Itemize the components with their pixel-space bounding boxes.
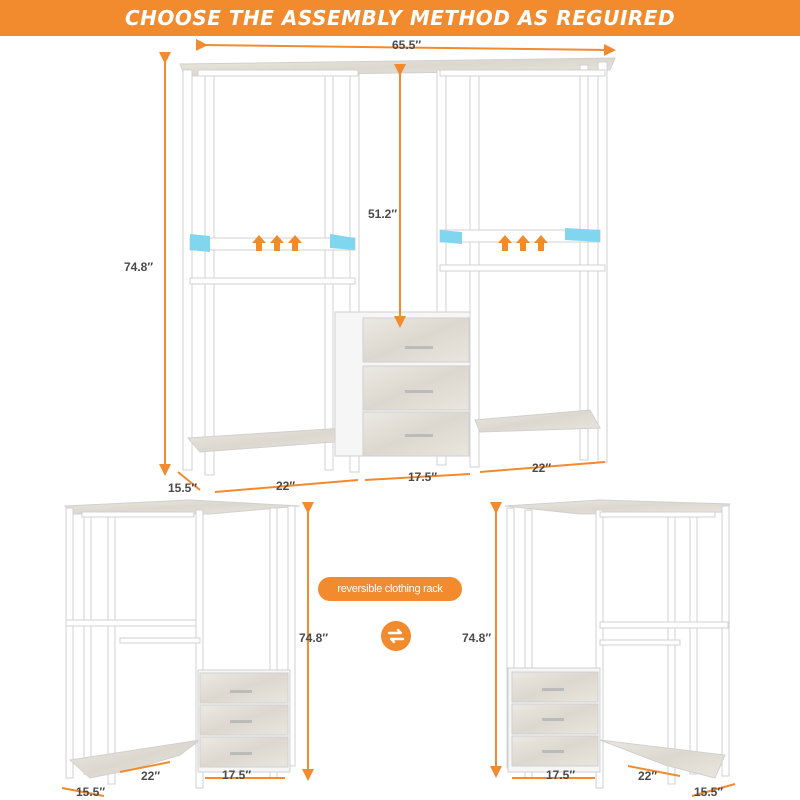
right-side-width-label: 22″: [638, 769, 658, 783]
post: [183, 70, 192, 470]
right-width-label: 22″: [532, 461, 552, 475]
main-rack: [180, 58, 615, 475]
lower-rod: [190, 278, 355, 284]
hanging-rod: [198, 70, 358, 76]
drawer: [363, 318, 469, 362]
banner-title: CHOOSE THE ASSEMBLY METHOD AS REGUIRED: [124, 6, 676, 30]
right-height-label: 74.8″: [462, 631, 492, 645]
left-side-width-label: 22″: [141, 769, 161, 783]
post: [325, 75, 333, 470]
left-width-label: 22″: [276, 479, 296, 493]
swap-arrows-icon: [381, 621, 411, 651]
right-corner-rack: [505, 500, 730, 788]
height-label: 74.8″: [124, 260, 154, 274]
right-depth-label: 15.5″: [694, 785, 724, 799]
depth-label: 15.5″: [168, 481, 198, 495]
product-illustration: [0, 36, 800, 800]
left-corner-rack: [65, 500, 300, 788]
header-banner: [0, 0, 800, 36]
left-depth-label: 15.5″: [76, 785, 106, 799]
inner-height-label: 51.2″: [368, 207, 398, 221]
reversible-badge: [318, 577, 462, 601]
highlight-left: [190, 234, 210, 252]
width-label: 65.5″: [392, 38, 422, 52]
post: [205, 75, 214, 475]
drawer: [363, 366, 469, 410]
reversible-label: reversible clothing rack: [337, 583, 443, 595]
left-drawer-width-label: 17.5″: [222, 768, 252, 782]
left-height-label: 74.8″: [299, 631, 329, 645]
drawer-width-label: 17.5″: [408, 470, 438, 484]
right-drawer-width-label: 17.5″: [546, 768, 576, 782]
